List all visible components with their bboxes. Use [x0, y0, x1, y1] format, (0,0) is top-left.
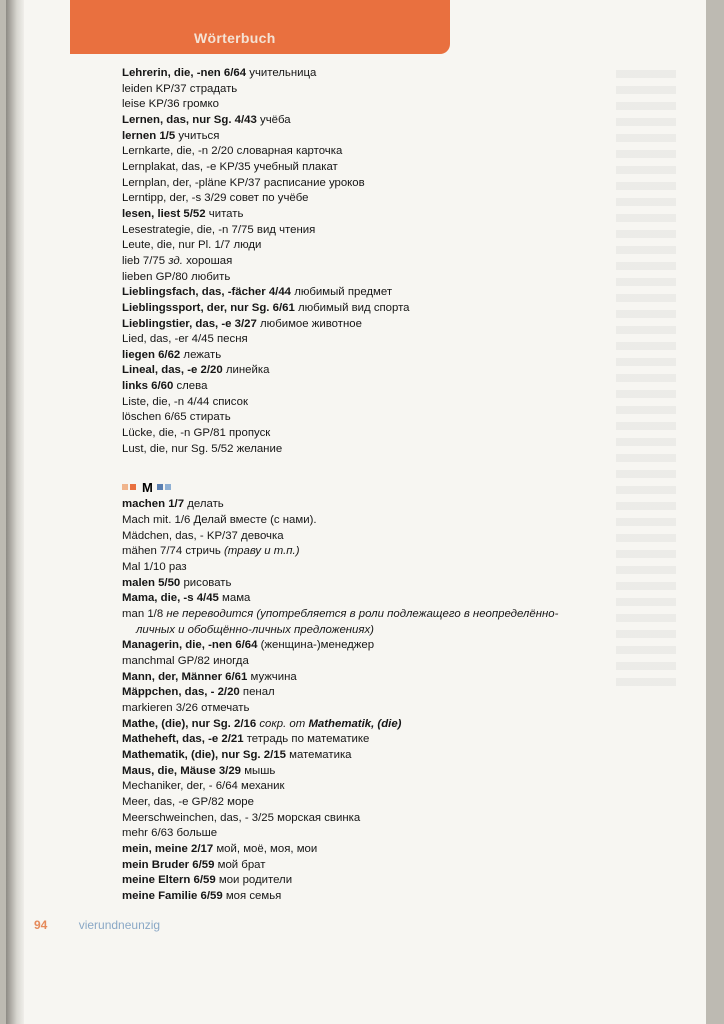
entry-headword: Lesestrategie, die, -n 7/75 — [122, 223, 254, 236]
entry-headword: Meer, das, -e GP/82 — [122, 795, 224, 808]
dictionary-entry — [122, 497, 662, 513]
entry-headword: links 6/60 — [122, 380, 174, 393]
entry-translation: мои родители — [218, 874, 293, 887]
entry-translation: любить — [191, 270, 231, 283]
entry-translation: делать — [187, 498, 224, 511]
entry-translation: мой брат — [217, 858, 266, 871]
entry-headword: Lernplakat, das, -e KP/35 — [122, 160, 251, 173]
dictionary-entry — [122, 176, 662, 192]
entries-m — [122, 497, 662, 904]
dictionary-entry — [122, 348, 662, 364]
entry-headword: mähen 7/74 — [122, 545, 183, 558]
dictionary-entry — [122, 544, 662, 560]
entry-headword: leiden KP/37 — [122, 82, 187, 95]
entry-translation: мужчина — [250, 670, 297, 683]
entry-translation: любимое животное — [260, 317, 362, 330]
entry-comment: (траву и т.п.) — [224, 545, 300, 558]
entry-translation: стирать — [189, 411, 231, 424]
dictionary-entry — [122, 795, 662, 811]
entry-translation: учёба — [260, 113, 291, 126]
dictionary-entry — [122, 560, 662, 576]
dictionary-entry — [122, 285, 662, 301]
entry-headword: Lust, die, nur Sg. 5/52 — [122, 442, 234, 455]
entry-translation: стричь — [185, 545, 221, 558]
entry-headword: Lernplan, der, -pläne KP/37 — [122, 176, 261, 189]
book-spine — [6, 0, 24, 1024]
entry-translation: математика — [289, 748, 352, 761]
entry-headword: Mama, die, -s 4/45 — [122, 592, 219, 605]
entry-translation: механик — [241, 780, 285, 793]
dictionary-entry — [122, 238, 662, 254]
entry-translation: песня — [217, 333, 248, 346]
entry-headword: Mach mit. 1/6 — [122, 514, 191, 527]
entry-headword: markieren 3/26 — [122, 701, 198, 714]
entries-l — [122, 66, 662, 457]
entry-translation: вид чтения — [256, 223, 316, 236]
entry-translation: совет по учёбе — [229, 192, 309, 205]
dictionary-entry — [122, 654, 662, 670]
entry-translation: громко — [182, 98, 219, 111]
entry-headword: Mal 1/10 — [122, 561, 166, 574]
entry-headword: Mäppchen, das, - 2/20 — [122, 686, 240, 699]
dictionary-entry — [122, 889, 662, 905]
entry-translation: учебный плакат — [253, 160, 338, 173]
entry-headword: machen 1/7 — [122, 498, 185, 511]
entry-headword: manchmal GP/82 — [122, 654, 210, 667]
entry-translation: раз — [168, 561, 187, 574]
entry-headword: mein, meine 2/17 — [122, 842, 214, 855]
entry-headword: löschen 6/65 — [122, 411, 187, 424]
entry-headword: lieb 7/75 — [122, 254, 166, 267]
dictionary-entry — [122, 270, 662, 286]
dictionary-entry — [122, 113, 662, 129]
entry-headword: Leute, die, nur Pl. 1/7 — [122, 239, 231, 252]
entry-translation: любимый предмет — [294, 286, 393, 299]
dictionary-entry — [122, 764, 662, 780]
entry-headword: lieben GP/80 — [122, 270, 188, 283]
dictionary-entry — [122, 223, 662, 239]
dictionary-entry — [122, 858, 662, 874]
entry-translation: пенал — [242, 686, 275, 699]
entry-comment: личных и обобщённо-личных предложениях) — [136, 623, 374, 636]
dictionary-entry — [122, 685, 662, 701]
entry-translation: хорошая — [186, 254, 233, 267]
entry-translation: расписание уроков — [263, 176, 365, 189]
dictionary-entry — [122, 129, 662, 145]
dictionary-entry — [122, 442, 662, 458]
entry-headword: Lehrerin, die, -nen 6/64 — [122, 67, 247, 79]
entry-translation: мой, моё, моя, мои — [216, 842, 318, 855]
dictionary-entry — [122, 66, 662, 82]
entry-translation: список — [212, 395, 248, 408]
dictionary-entry — [122, 379, 662, 395]
entry-translation: желание — [236, 442, 283, 455]
blue-square-light — [165, 484, 171, 490]
entry-headword: Mathematik, (die), nur Sg. 2/15 — [122, 748, 286, 761]
dictionary-entry — [122, 779, 662, 795]
dictionary-entry — [122, 826, 662, 842]
dictionary-entry — [122, 97, 662, 113]
entry-translation: моя семья — [225, 889, 282, 902]
dictionary-entry — [122, 607, 662, 623]
dictionary-entry — [122, 207, 662, 223]
entry-translation: морская свинка — [277, 811, 361, 824]
entry-translation: мама — [222, 592, 251, 605]
entry-headword: Lücke, die, -n GP/81 — [122, 427, 226, 440]
entry-translation: больше — [176, 827, 218, 840]
dictionary-entry — [122, 395, 662, 411]
entry-translation: рисовать — [183, 576, 232, 589]
dictionary-entry — [122, 717, 662, 733]
blue-square — [157, 484, 163, 490]
dictionary-entry — [122, 513, 662, 529]
dictionary-entry — [122, 529, 662, 545]
section-header — [70, 0, 450, 54]
dictionary-entry — [122, 670, 662, 686]
dictionary-entry — [122, 82, 662, 98]
entry-translation: лежать — [183, 348, 222, 361]
letter-m: M — [142, 479, 153, 495]
entry-translation: отмечать — [201, 701, 250, 714]
letter-heading — [122, 481, 662, 493]
dictionary-entry — [122, 160, 662, 176]
entry-comment: сокр. от — [259, 717, 306, 730]
entry-headword: lernen 1/5 — [122, 129, 176, 142]
dictionary-entry — [122, 748, 662, 764]
dictionary-page — [6, 0, 706, 1024]
entry-reference: Mathematik, (die) — [308, 717, 402, 730]
page-number-word: vierundneunzig — [78, 918, 161, 932]
entry-translation: учительница — [249, 67, 317, 79]
entry-translation: море — [227, 795, 254, 808]
entry-translation: мышь — [244, 764, 276, 777]
entry-headword: meine Eltern 6/59 — [122, 874, 216, 887]
entry-translation: Делай вместе (с нами). — [193, 514, 317, 527]
entry-headword: Lieblingstier, das, -e 3/27 — [122, 317, 257, 330]
dictionary-entry — [122, 811, 662, 827]
entry-headword: Matheheft, das, -e 2/21 — [122, 733, 244, 746]
section-title: Wörterbuch — [194, 30, 276, 46]
orange-square — [130, 484, 136, 490]
entry-headword: Lineal, das, -e 2/20 — [122, 364, 223, 377]
entry-headword: Lernen, das, nur Sg. 4/43 — [122, 113, 257, 126]
dictionary-entry — [122, 873, 662, 889]
entry-comment: не переводится (употребляется в роли подлежащего в неопределённо- — [166, 608, 559, 620]
entry-headword: man 1/8 — [122, 608, 164, 620]
dictionary-entry — [122, 426, 662, 442]
entry-headword: Maus, die, Mäuse 3/29 — [122, 764, 242, 777]
dictionary-entry — [122, 842, 662, 858]
dictionary-entry — [122, 638, 662, 654]
entry-note: зд. — [168, 254, 183, 267]
entry-list — [122, 66, 662, 904]
entry-headword: Mathe, (die), nur Sg. 2/16 — [122, 717, 257, 730]
dictionary-entry — [122, 191, 662, 207]
dictionary-entry — [122, 301, 662, 317]
entry-headword: Lieblingsfach, das, -fächer 4/44 — [122, 286, 292, 299]
entry-translation: пропуск — [229, 427, 271, 440]
dictionary-entry — [122, 144, 662, 160]
entry-headword: Lied, das, -er 4/45 — [122, 333, 214, 346]
dictionary-entry — [122, 576, 662, 592]
entry-headword: mehr 6/63 — [122, 827, 174, 840]
entry-headword: Managerin, die, -nen 6/64 — [122, 639, 258, 652]
entry-translation: страдать — [189, 82, 238, 95]
entry-headword: Lernkarte, die, -n 2/20 — [122, 145, 234, 158]
entry-translation: (женщина-)менеджер — [260, 639, 375, 652]
dictionary-entry — [122, 254, 662, 270]
entry-translation: любимый вид спорта — [297, 301, 410, 314]
entry-headword: Mann, der, Männer 6/61 — [122, 670, 248, 683]
dictionary-entry — [122, 363, 662, 379]
entry-headword: Lerntipp, der, -s 3/29 — [122, 192, 227, 205]
entry-translation: читать — [208, 207, 244, 220]
dictionary-entry — [122, 591, 662, 607]
entry-headword: Lieblingssport, der, nur Sg. 6/61 — [122, 301, 295, 314]
dictionary-entry — [122, 701, 662, 717]
entry-translation: учиться — [178, 129, 220, 142]
entry-translation: иногда — [213, 654, 249, 667]
dictionary-entry — [122, 410, 662, 426]
entry-headword: liegen 6/62 — [122, 348, 181, 361]
entry-headword: Meerschweinchen, das, - 3/25 — [122, 811, 274, 824]
entry-translation: словарная карточка — [236, 145, 343, 158]
entry-translation: люди — [233, 239, 262, 252]
entry-headword: malen 5/50 — [122, 576, 181, 589]
entry-translation: тетрадь по математике — [246, 733, 370, 746]
entry-headword: Liste, die, -n 4/44 — [122, 395, 210, 408]
page-footer — [34, 918, 160, 932]
dictionary-entry — [122, 332, 662, 348]
entry-translation: линейка — [225, 364, 270, 377]
entry-headword: leise KP/36 — [122, 98, 180, 111]
orange-square-light — [122, 484, 128, 490]
entry-headword: meine Familie 6/59 — [122, 889, 223, 902]
entry-translation: слева — [176, 380, 208, 393]
entry-headword: Mädchen, das, - KP/37 — [122, 529, 238, 542]
entry-headword: lesen, liest 5/52 — [122, 207, 206, 220]
entry-translation: девочка — [241, 529, 284, 542]
dictionary-entry — [122, 623, 662, 639]
dictionary-entry — [122, 732, 662, 748]
entry-headword: mein Bruder 6/59 — [122, 858, 215, 871]
page-number: 94 — [34, 918, 48, 932]
entry-headword: Mechaniker, der, - 6/64 — [122, 780, 238, 793]
dictionary-entry — [122, 317, 662, 333]
